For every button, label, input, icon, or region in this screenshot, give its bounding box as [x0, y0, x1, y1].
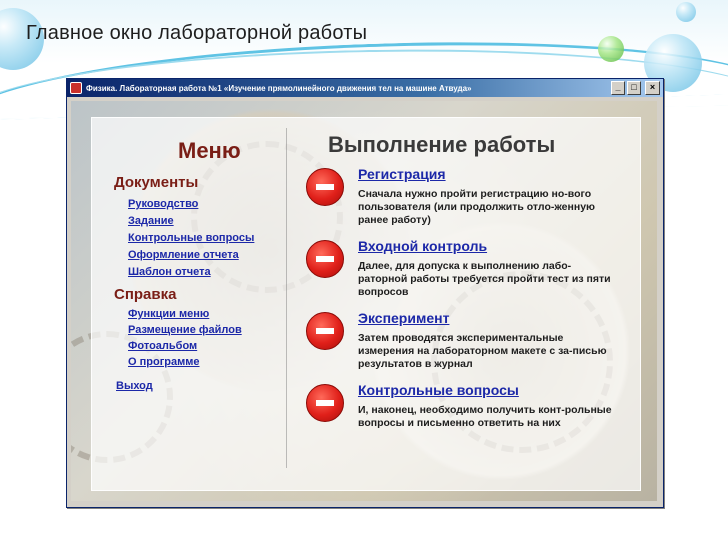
minus-circle-icon[interactable]: [306, 312, 344, 350]
app-window: [66, 78, 664, 508]
menu-link-guide[interactable]: Руководство: [128, 198, 199, 210]
work-heading: Выполнение работы: [328, 132, 556, 157]
content-panel: [91, 117, 641, 491]
decorative-bubble-green: [598, 36, 624, 62]
minus-circle-icon[interactable]: [306, 168, 344, 206]
step-description-experiment: Затем проводятся экспериментальные измерения на лабораторном макете с за-писью результатов в журнал: [358, 332, 607, 370]
menu-link-report-template[interactable]: Шаблон отчета: [128, 266, 211, 278]
window-controls: [611, 81, 660, 95]
minus-circle-icon[interactable]: [306, 240, 344, 278]
menu-link-control-questions[interactable]: Контрольные вопросы: [128, 232, 255, 244]
panel-divider: [286, 128, 287, 468]
step-description-entrance-test: Далее, для допуска к выполнению лабо-раторной работы требуется пройти тест из пяти вопросов: [358, 260, 611, 298]
close-button[interactable]: ×: [645, 81, 660, 95]
decorative-bubble: [676, 2, 696, 22]
menu-section-help: Справка: [114, 286, 177, 303]
step-description-registration: Сначала нужно пройти регистрацию но-вого пользователя (или продолжить отло-женную ранее работу): [358, 188, 596, 226]
app-icon: [70, 82, 82, 94]
minus-circle-icon[interactable]: [306, 384, 344, 422]
step-link-entrance-test[interactable]: Входной контроль: [358, 238, 488, 254]
minimize-button[interactable]: _: [611, 81, 625, 95]
step-link-experiment[interactable]: Эксперимент: [358, 310, 450, 326]
step-link-registration[interactable]: Регистрация: [358, 166, 446, 182]
slide-title: Главное окно лабораторной работы: [26, 22, 368, 44]
window-title: Физика. Лабораторная работа №1 «Изучение прямолинейного движения тел на машине Атвуда»: [86, 83, 472, 93]
menu-link-report-format[interactable]: Оформление отчета: [128, 249, 239, 261]
menu-link-exit[interactable]: Выход: [116, 380, 153, 392]
step-description-control-questions: И, наконец, необходимо получить конт-рольные вопросы и письменно ответить на них: [358, 404, 612, 429]
menu-section-documents: Документы: [114, 174, 199, 191]
maximize-button[interactable]: □: [627, 81, 641, 95]
menu-link-photo-album[interactable]: Фотоальбом: [128, 340, 198, 352]
menu-link-file-placement[interactable]: Размещение файлов: [128, 324, 242, 336]
step-link-control-questions[interactable]: Контрольные вопросы: [358, 382, 519, 398]
window-titlebar[interactable]: [67, 79, 663, 97]
menu-link-menu-functions[interactable]: Функции меню: [128, 308, 210, 320]
menu-link-about[interactable]: О программе: [128, 356, 200, 368]
menu-heading: Меню: [178, 138, 241, 163]
window-client-area: [71, 101, 657, 501]
menu-link-assignment[interactable]: Задание: [128, 215, 174, 227]
